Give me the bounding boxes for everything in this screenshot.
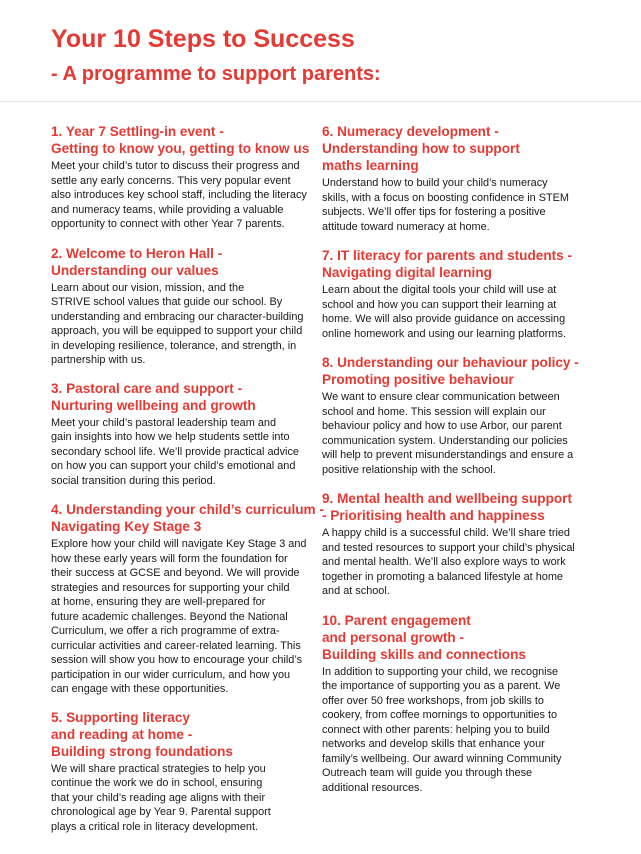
- step-body-line: Learn about the digital tools your child will use at: [322, 284, 557, 296]
- step-body-line: In addition to supporting your child, we recognise: [322, 665, 559, 678]
- step-heading: [322, 123, 584, 174]
- step-body-line: behaviour policy and how to use Arbor, our parent: [322, 420, 562, 432]
- step-body: [322, 390, 584, 477]
- step-body-line: can engage with these opportunities.: [51, 683, 229, 695]
- step-heading: [322, 612, 584, 663]
- step-body-line: plays a critical role in literacy development.: [51, 820, 259, 833]
- step-body: [322, 526, 584, 599]
- step-3: [51, 380, 313, 489]
- step-heading-line: and personal growth -: [322, 629, 464, 645]
- step-body-line: online homework and using our learning platforms.: [322, 327, 566, 340]
- page-header: [0, 0, 641, 105]
- step-heading-line: Navigating Key Stage 3: [51, 519, 202, 534]
- step-heading-line: 3. Pastoral care and support -: [51, 380, 243, 396]
- step-body-line: opportunity to connect with other Year 7 parents.: [51, 218, 285, 230]
- step-body-line: and numeracy teams, while providing a valuable: [51, 203, 284, 216]
- step-body-line: attitude toward numeracy at home.: [322, 220, 490, 233]
- step-6: [322, 123, 584, 234]
- step-body-line: understanding and embracing our character-building: [51, 310, 304, 323]
- step-body-line: their success at GCSE and beyond. We will provide: [51, 567, 300, 579]
- step-body-line: social transition during this period.: [51, 474, 216, 487]
- step-body-line: Learn about our vision, mission, and the: [51, 281, 245, 294]
- step-body: [51, 281, 313, 368]
- step-body-line: A happy child is a successful child. We’ll share tried: [322, 527, 570, 539]
- step-heading-line: Getting to know you, getting to know us: [51, 141, 310, 156]
- step-heading-line: 4. Understanding your child’s curriculum -: [51, 502, 324, 517]
- step-heading: [51, 501, 324, 535]
- step-body-line: approach, you will be equipped to support your child: [51, 325, 303, 337]
- step-body-line: chronological age by Year 9. Parental support: [51, 806, 271, 818]
- step-body-line: the importance of supporting you as a parent. We: [322, 680, 561, 692]
- step-body-line: in developing resilience, tolerance, and strength, in: [51, 339, 297, 352]
- page-title: Your 10 Steps to Success: [51, 25, 355, 53]
- step-body-line: Understand how to build your child’s numeracy: [322, 177, 548, 189]
- step-body: [322, 283, 584, 341]
- step-body-line: skills, with a focus on boosting confidence in STEM: [322, 191, 569, 204]
- step-body-line: Curriculum, we offer a rich programme of extra-: [51, 625, 280, 637]
- step-heading-line: 9. Mental health and wellbeing support: [322, 491, 572, 506]
- step-body-line: Meet your child’s pastoral leadership team and: [51, 416, 276, 429]
- step-heading-line: Understanding how to support: [322, 141, 520, 156]
- step-10: [322, 612, 584, 796]
- step-body-line: strategies and resources for supporting your child: [51, 581, 290, 594]
- step-body-line: also introduces key school staff, including the literacy: [51, 189, 307, 201]
- step-body-line: Explore how your child will navigate Key Stage 3 and: [51, 538, 307, 550]
- step-body-line: home. We will also provide guidance on accessing: [322, 313, 566, 325]
- header-divider: [0, 101, 641, 102]
- step-heading-line: 6. Numeracy development -: [322, 124, 499, 139]
- step-body-line: and mental health. We’ll also explore ways to work: [322, 556, 566, 568]
- left-column: [51, 123, 324, 848]
- step-body-line: partnership with us.: [51, 354, 146, 366]
- step-heading-line: Nurturing wellbeing and growth: [51, 397, 256, 413]
- step-body-line: at home, ensuring they are well-prepared for: [51, 596, 266, 608]
- step-body-line: cookery, from coffee mornings to opportunities to: [322, 709, 558, 721]
- step-body-line: connect with other parents: helping you to build: [322, 723, 550, 736]
- step-body-line: curricular activities and career-related learning. This: [51, 639, 301, 652]
- step-body-line: school and home. This session will explain our: [322, 405, 546, 418]
- step-heading: [51, 380, 313, 414]
- step-body-line: communication system. Understanding our policies: [322, 434, 568, 447]
- step-8: [322, 354, 584, 477]
- right-column: [322, 123, 584, 809]
- step-heading-line: - Prioritising health and happiness: [322, 508, 545, 523]
- step-body-line: STRIVE school values that guide our school. By: [51, 296, 283, 308]
- step-heading-line: 1. Year 7 Settling-in event -: [51, 124, 224, 139]
- step-body-line: on how you can support your child’s emotional and: [51, 460, 296, 472]
- step-body-line: continue the work we do in school, ensuring: [51, 777, 263, 789]
- step-heading: [322, 354, 584, 388]
- step-9: [322, 490, 584, 599]
- step-heading: [51, 245, 313, 279]
- step-body-line: We will share practical strategies to help you: [51, 762, 266, 775]
- step-heading-line: Navigating digital learning: [322, 265, 492, 280]
- step-body-line: school and how you can support their learning at: [322, 298, 557, 311]
- step-2: [51, 245, 313, 368]
- step-body: [322, 665, 584, 796]
- step-body-line: session will show you how to encourage your child’s: [51, 654, 303, 666]
- step-body-line: offer over 50 free workshops, from job skills to: [322, 694, 544, 707]
- step-body: [51, 537, 313, 697]
- step-heading-line: 2. Welcome to Heron Hall -: [51, 245, 223, 261]
- step-heading-line: Understanding our values: [51, 262, 219, 278]
- step-heading: [322, 247, 584, 281]
- step-body-line: family’s wellbeing. Our award winning Community: [322, 752, 562, 765]
- step-body: [51, 159, 313, 232]
- step-5: [51, 709, 313, 835]
- step-body-line: additional resources.: [322, 781, 423, 794]
- step-body-line: future academic challenges. Beyond the National: [51, 610, 288, 623]
- step-body-line: that your child’s reading age aligns with their: [51, 791, 266, 804]
- step-body-line: We want to ensure clear communication between: [322, 391, 560, 403]
- step-1: [51, 123, 313, 232]
- step-body-line: subjects. We’ll offer tips for fostering a positive: [322, 206, 546, 218]
- step-body-line: and at school.: [322, 585, 390, 597]
- step-body: [51, 762, 313, 835]
- step-heading: [51, 709, 313, 760]
- step-body-line: Meet your child’s tutor to discuss their progress and: [51, 160, 300, 172]
- step-body-line: Outreach team will guide you through these: [322, 767, 533, 779]
- step-body-line: together in promoting a balanced lifestyle at home: [322, 570, 563, 583]
- step-body-line: settle any early concerns. This very popular event: [51, 174, 291, 187]
- page-subtitle: - A programme to support parents:: [51, 63, 381, 85]
- step-body-line: positive relationship with the school.: [322, 463, 496, 476]
- step-heading-line: 8. Understanding our behaviour policy -: [322, 355, 579, 370]
- step-heading-line: Promoting positive behaviour: [322, 372, 514, 387]
- step-body: [322, 176, 584, 234]
- step-heading-line: maths learning: [322, 158, 419, 173]
- step-body-line: gain insights into how we help students settle into: [51, 431, 290, 443]
- step-body-line: networks and develop skills that enhance your: [322, 738, 545, 750]
- step-heading-line: Building strong foundations: [51, 743, 233, 759]
- step-4: [51, 501, 324, 697]
- step-heading: [51, 123, 313, 157]
- step-heading-line: Building skills and connections: [322, 646, 526, 662]
- step-body-line: how these early years will form the foundation for: [51, 552, 288, 565]
- step-7: [322, 247, 584, 341]
- step-heading-line: 7. IT literacy for parents and students -: [322, 248, 573, 263]
- step-heading-line: 10. Parent engagement: [322, 612, 471, 628]
- step-heading-line: 5. Supporting literacy: [51, 709, 190, 725]
- step-heading-line: and reading at home -: [51, 726, 193, 742]
- step-body-line: secondary school life. We’ll provide practical advice: [51, 445, 299, 458]
- step-body-line: participation in our wider curriculum, and how you: [51, 668, 291, 681]
- step-body: [51, 416, 313, 489]
- step-body-line: will help to prevent misunderstandings and ensure a: [322, 449, 574, 461]
- step-body-line: and tested resources to support your child’s physical: [322, 541, 575, 554]
- step-heading: [322, 490, 584, 524]
